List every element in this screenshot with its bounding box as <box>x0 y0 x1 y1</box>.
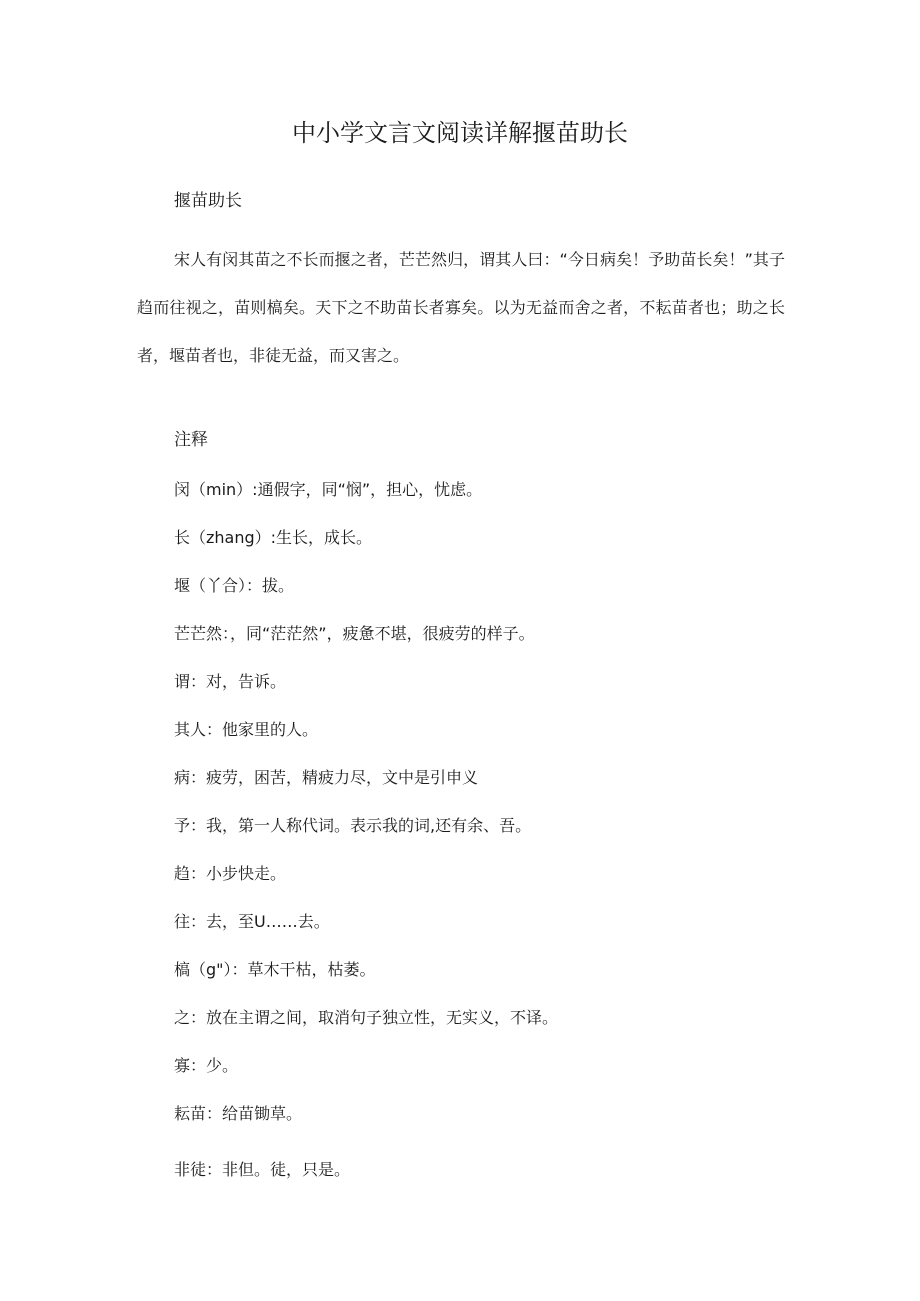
note-item: 寡：少。 <box>174 1056 239 1075</box>
note-item: 长（zhang）:生长，成长。 <box>174 528 373 547</box>
note-item: 趋：小步快走。 <box>174 864 287 883</box>
note-item: 芒芒然：，同“茫茫然”，疲惫不堪，很疲劳的样子。 <box>174 624 535 643</box>
note-item: 予：我，第一人称代词。表示我的词,还有余、吾。 <box>174 816 532 835</box>
note-item: 非徒：非但。徒，只是。 <box>174 1160 351 1179</box>
note-item: 耘苗：给苗锄草。 <box>174 1104 303 1123</box>
document-title: 中小学文言文阅读详解揠苗助长 <box>292 119 628 147</box>
note-item: 之：放在主谓之间，取消句子独立性，无实义，不译。 <box>174 1008 559 1027</box>
note-item: 病：疲劳，困苦，精疲力尽，文中是引申义 <box>174 768 479 787</box>
note-item: 堰（丫合）：拔。 <box>174 576 295 595</box>
section-title: 揠苗助长 <box>174 191 242 211</box>
note-item: 往：去，至U……去。 <box>174 912 330 931</box>
note-item: 其人：他家里的人。 <box>174 720 319 739</box>
passage-text: 宋人有闵其苗之不长而揠之者，芒芒然归，谓其人曰：“今日病矣！予助苗长矣！”其子趋而往视之，苗则槁矣。天下之不助苗长者寡矣。以为无益而舍之者，不耘苗者也；助之长者，堰苗者也，非徒无益，而又害之。 <box>137 250 785 365</box>
note-item: 谓：对，告诉。 <box>174 672 287 691</box>
note-item: 槁（g"）：草木干枯，枯萎。 <box>174 960 376 979</box>
notes-title: 注释 <box>174 430 208 450</box>
note-item: 闵（min）:通假字，同“悯”，担心，忧虑。 <box>174 480 483 499</box>
